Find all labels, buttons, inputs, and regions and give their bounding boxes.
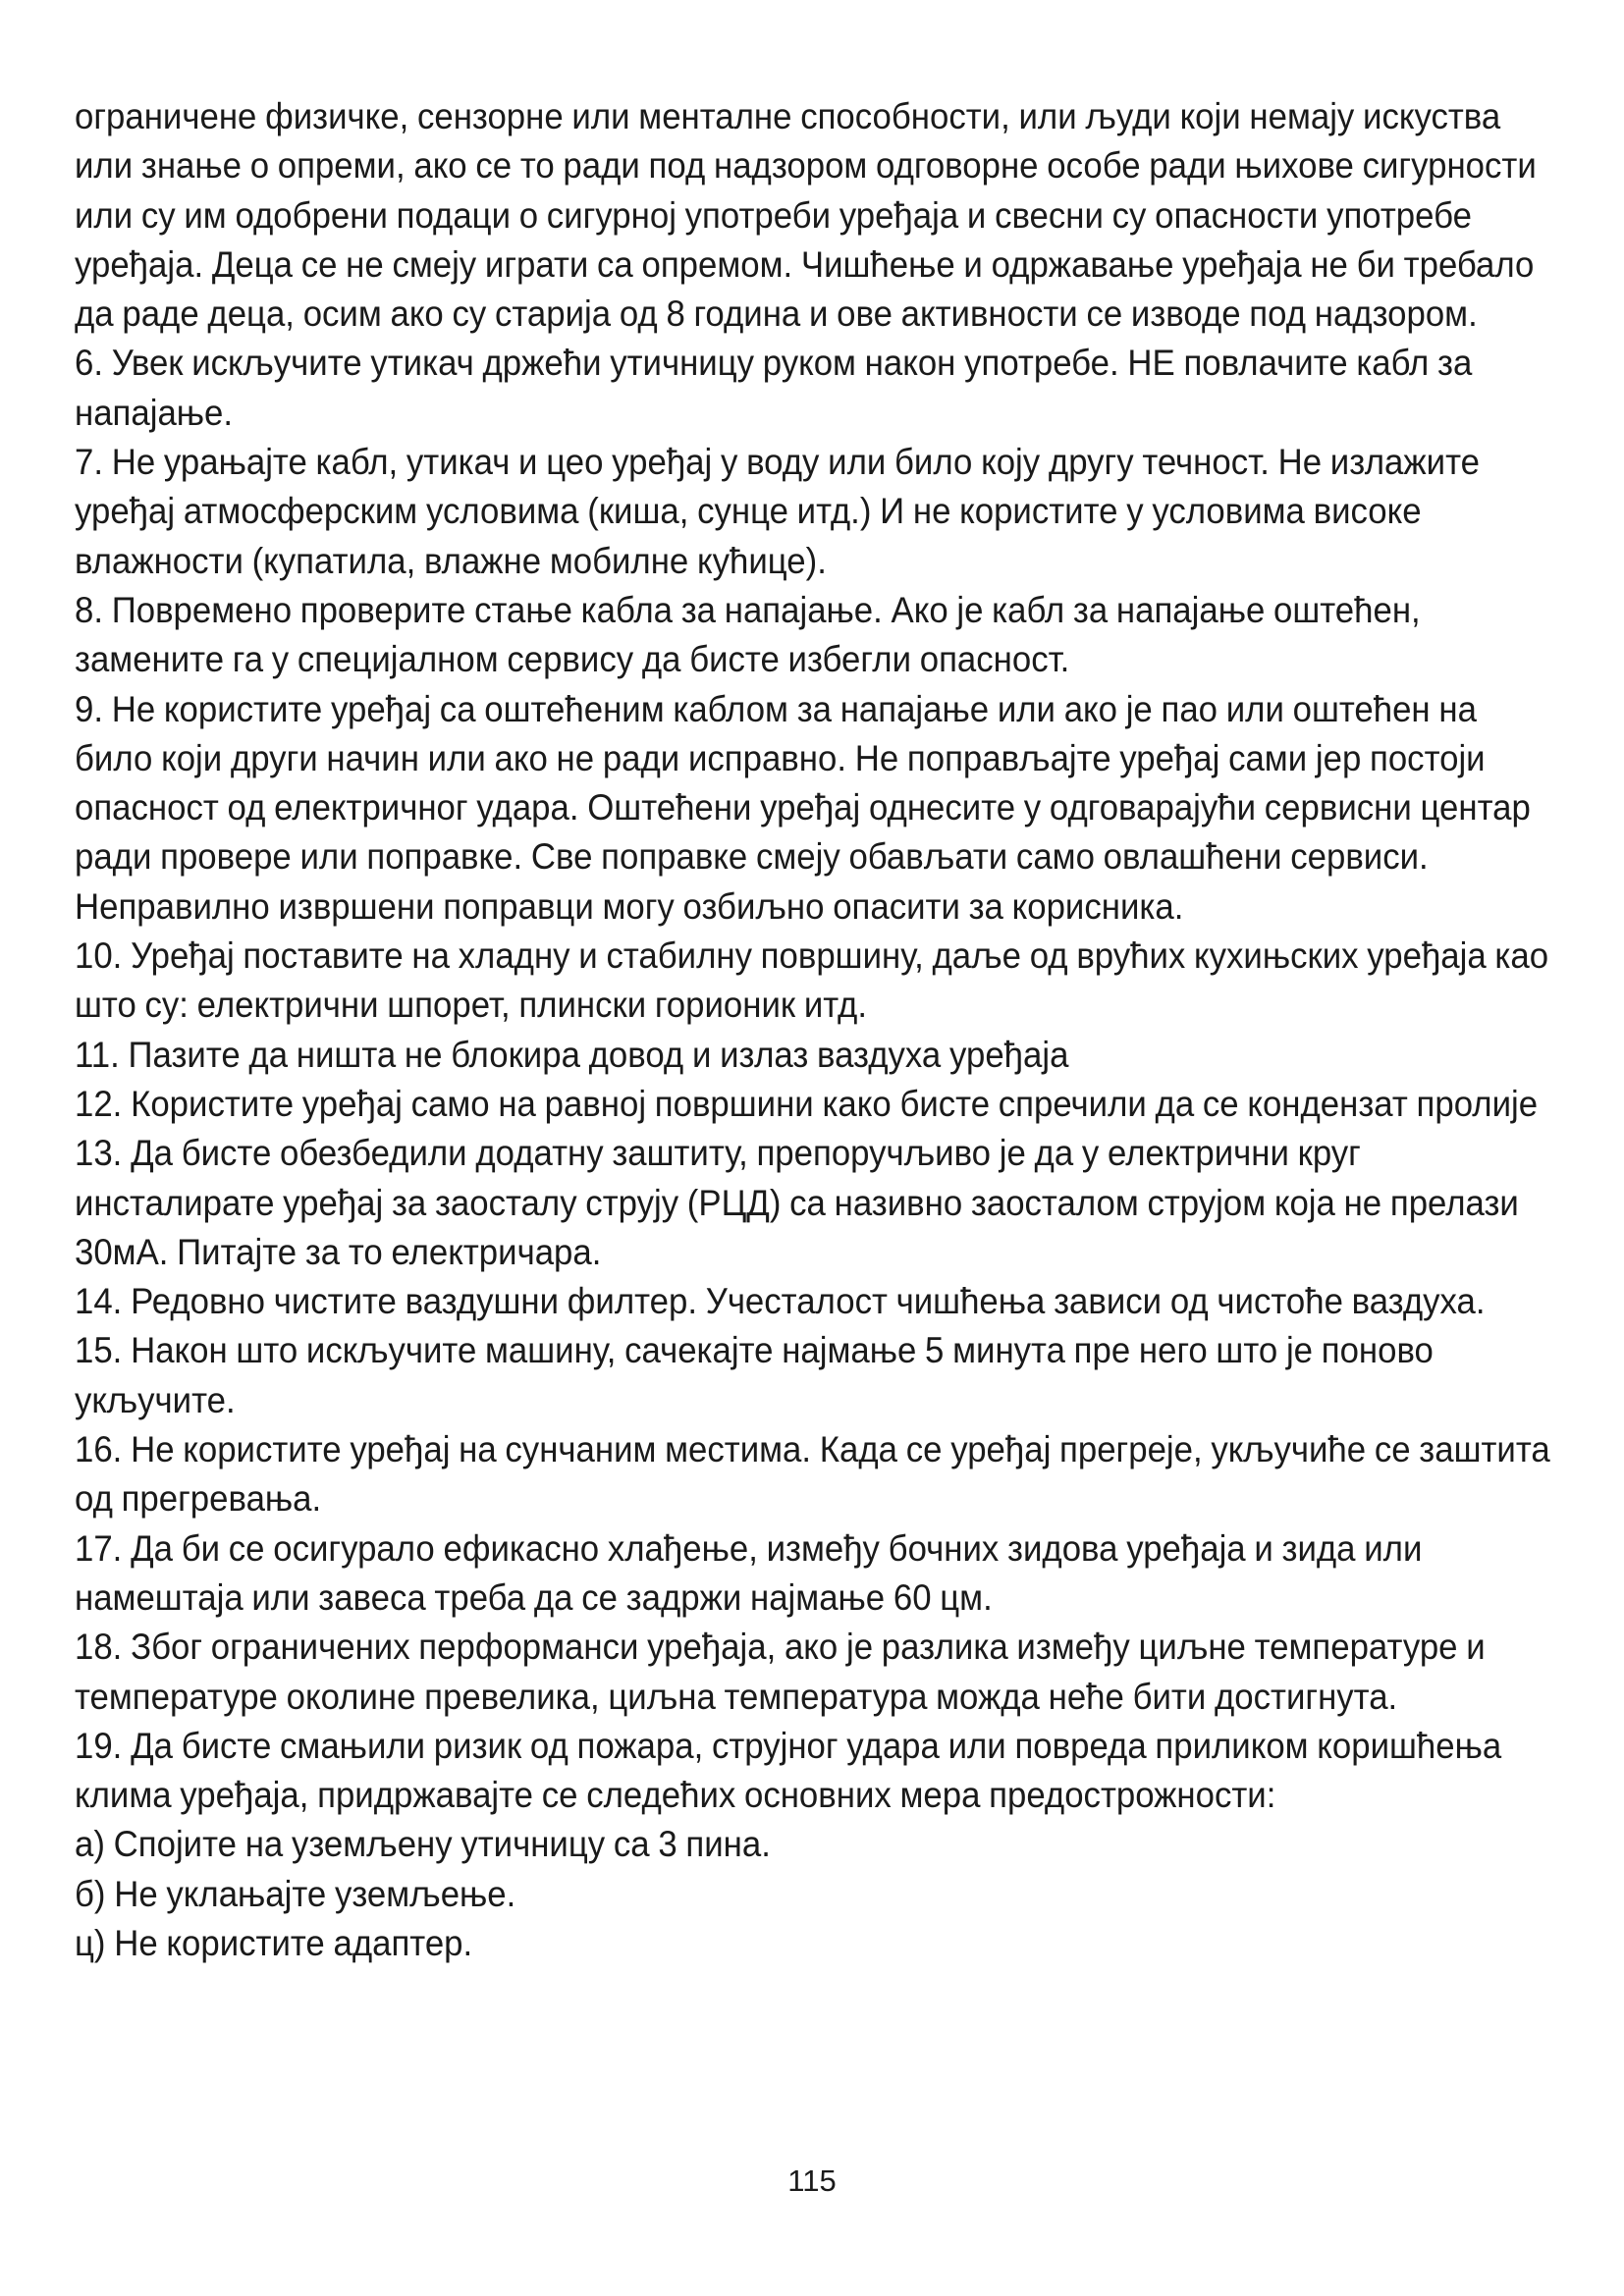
safety-item-15: 15. Након што искључите машину, сачекајте најмање 5 минута пре него што је поново укључите.: [75, 1330, 1434, 1420]
safety-subitem-c: ц) Не користите адаптер.: [75, 1922, 473, 1963]
safety-item-19: 19. Да бисте смањили ризик од пожара, струјног удара или повреда приликом коришћења клима уређаја, придржавајте се следећих основних мера предострожности:: [75, 1725, 1502, 1816]
safety-item-9: 9. Не користите уређај са оштећеним каблом за напајање или ако је пао или оштећен на било који други начин или ако не ради исправно. Не поправљајте уређај сами јер постоји опасност од електричног удара. Оштећени уређај однесите у одговарајући сервисни центар ради провере или поправке. Све поправке смеју обављати само овлашћени сервиси. Неправилно извршени поправци могу озбиљно опасити за корисника.: [75, 688, 1531, 927]
safety-item-12: 12. Користите уређај само на равној површини како бисте спречили да се кондензат пролије: [75, 1083, 1539, 1124]
safety-subitem-a: а) Спојите на уземљену утичницу са 3 пина.: [75, 1824, 771, 1865]
document-body: [75, 92, 1567, 1968]
safety-item-11: 11. Пазите да ништа не блокира довод и излаз ваздуха уређаја: [75, 1034, 1069, 1075]
safety-item-8: 8. Повремено проверите стање кабла за напајање. Ако је кабл за напајање оштећен, замените га у специјалном сервису да бисте избегли опасност.: [75, 589, 1421, 680]
safety-item-17: 17. Да би се осигурало ефикасно хлађење, између бочних зидова уређаја и зида или намештаја или завеса треба да се задржи најмање 60 цм.: [75, 1527, 1423, 1618]
safety-item-18: 18. Због ограничених перформанси уређаја, ако је разлика између циљне температуре и температуре околине превелика, циљна температура можда неће бити достигнута.: [75, 1627, 1486, 1717]
safety-item-13: 13. Да бисте обезбедили додатну заштиту, препоручљиво је да у електрични круг инсталирате уређај за заосталу струју (РЦД) са називно заосталом струјом која не прелази 30мА. Питајте за то електричара.: [75, 1133, 1519, 1272]
safety-item-6: 6. Увек искључите утикач држећи утичницу руком након употребе. НЕ повлачите кабл за напајање.: [75, 343, 1473, 433]
paragraph-intro-continuation: ограничене физичке, сензорне или менталне способности, или људи који немају искуства или знање о опреми, ако се то ради под надзором одговорне особе ради њихове сигурности или су им одобрени подаци о сигурној употреби уређаја и свесни су опасности употребе уређаја. Деца се не смеју играти са опремом. Чишћење и одржавање уређаја не би требало да раде деца, осим ако су старија од 8 година и ове активности се изводе под надзором.: [75, 96, 1537, 335]
safety-item-10: 10. Уређај поставите на хладну и стабилну површину, даље од врућих кухињских уређаја као што су: електрични шпорет, плински горионик итд.: [75, 935, 1549, 1026]
safety-item-7: 7. Не урањајте кабл, утикач и цео уређај у воду или било коју другу течност. Не излажите уређај атмосферским условима (киша, сунце итд.) И не користите у условима високе влажности (купатила, влажне мобилне кућице).: [75, 442, 1480, 581]
safety-subitem-b: б) Не уклањајте уземљење.: [75, 1873, 516, 1914]
safety-item-16: 16. Не користите уређај на сунчаним местима. Када се уређај прегреје, укључиће се заштита од прегревања.: [75, 1429, 1550, 1520]
safety-item-14: 14. Редовно чистите ваздушни филтер. Учесталост чишћења зависи од чистоће ваздуха.: [75, 1281, 1486, 1322]
page-number: 115: [787, 2163, 837, 2198]
